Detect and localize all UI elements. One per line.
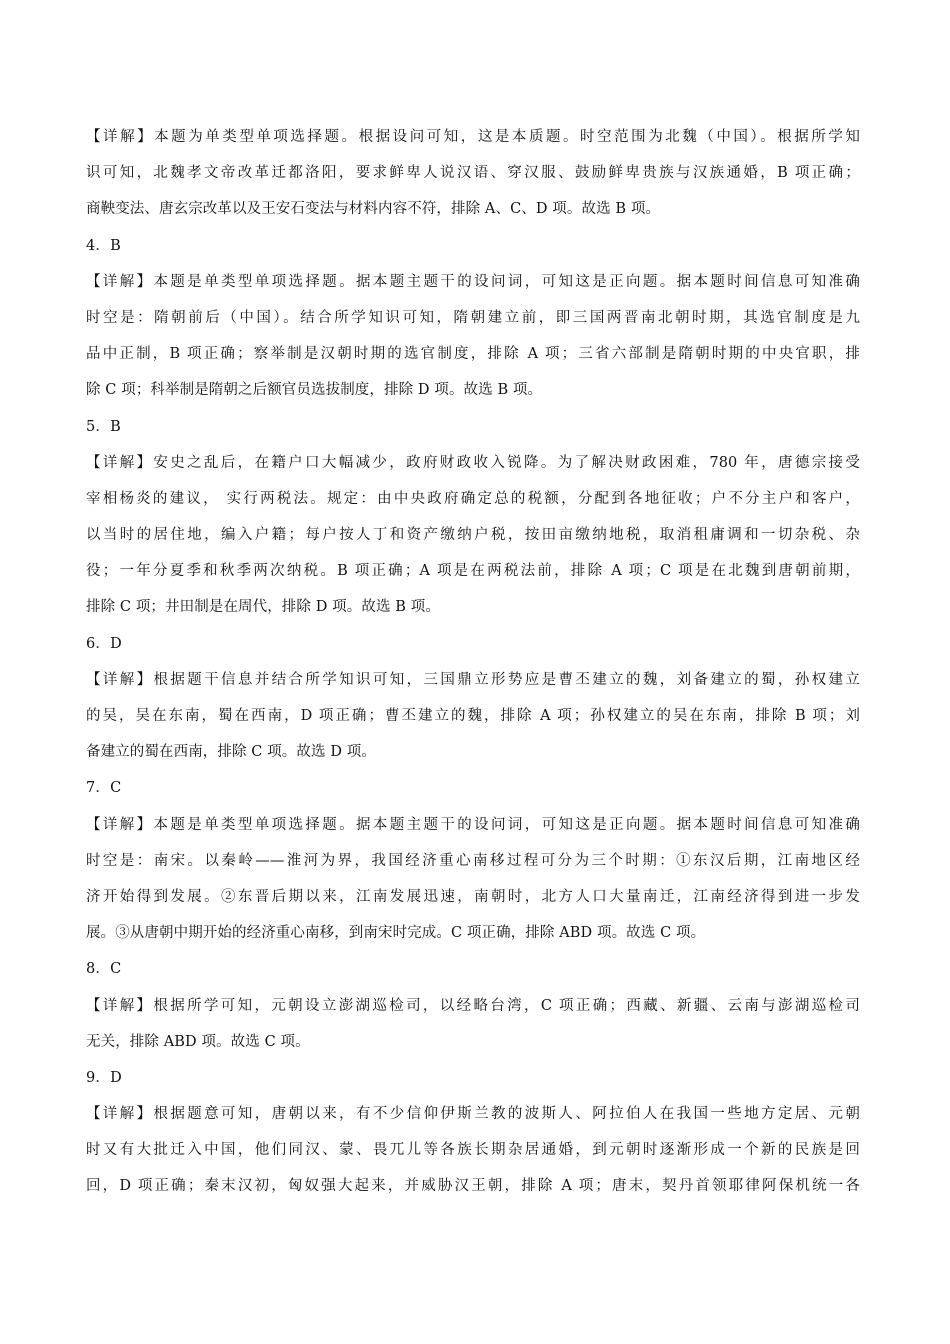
paragraph-line: 排除 C 项；井田制是在周代，排除 D 项。故选 B 项。: [86, 599, 440, 616]
paragraph-line: 【详解】本题是单类型单项选择题。据本题主题干的设问词，可知这是正向题。据本题时间信息可知准确: [86, 816, 860, 833]
answer-label: 9．D: [86, 1069, 122, 1086]
document-body: [86, 119, 860, 1205]
paragraph-line: 以当时的居住地，编入户籍；每户按人丁和资产缴纳户税，按田亩缴纳地税，取消租庸调和一切杂税、杂: [86, 527, 860, 544]
paragraph-line: 备建立的蜀在西南，排除 C 项。故选 D 项。: [86, 744, 376, 761]
paragraph-line: 【详解】本题为单类型单项选择题。根据设问可知，这是本质题。时空范围为北魏（中国）。根据所学知: [86, 129, 860, 145]
paragraph-line: 商鞅变法、唐玄宗改革以及王安石变法与材料内容不符，排除 A、C、D 项。故选 B 项。: [86, 201, 661, 218]
paragraph-line: 时空是：南宋。以秦岭——淮河为界，我国经济重心南移过程可分为三个时期：①东汉后期，江南地区经: [86, 852, 860, 869]
answer-label: 8．C: [86, 961, 122, 978]
paragraph-line: 【详解】本题是单类型单项选择题。据本题主题干的设问词，可知这是正向题。据本题时间信息可知准确: [86, 273, 860, 290]
paragraph-line: 【详解】根据题干信息并结合所学知识可知，三国鼎立形势应是曹丕建立的魏，刘备建立的蜀，孙权建立: [86, 671, 860, 688]
paragraph-line: 回，D 项正确；秦末汉初，匈奴强大起来，并威胁汉王朝，排除 A 项；唐末，契丹首领耶律阿保机统一各: [86, 1178, 860, 1195]
paragraph-line: 济开始得到发展。②东晋后期以来，江南发展迅速，南朝时，北方人口大量南迁，江南经济得到进一步发: [86, 888, 860, 905]
paragraph-line: 【详解】根据题意可知，唐朝以来，有不少信仰伊斯兰教的波斯人、阿拉伯人在我国一些地方定居、元朝: [86, 1106, 860, 1123]
paragraph-line: 时空是：隋朝前后（中国）。结合所学知识可知，隋朝建立前，即三国两晋南北朝时期，其选官制度是九: [86, 309, 860, 326]
paragraph-line: 【详解】安史之乱后，在籍户口大幅减少，政府财政收入锐降。为了解决财政困难，780 年，唐德宗接受: [86, 454, 860, 471]
answer-label: 7．C: [86, 780, 122, 797]
paragraph-line: 役；一年分夏季和秋季两次纳税。B 项正确；A 项是在两税法前，排除 A 项；C 项是在北魏到唐朝前期，: [86, 563, 860, 580]
paragraph-line: 识可知，北魏孝文帝改革迁都洛阳，要求鲜卑人说汉语、穿汉服、鼓励鲜卑贵族与汉族通婚，B 项正确；: [86, 165, 860, 182]
paragraph-line: 品中正制，B 项正确；察举制是汉朝时期的选官制度，排除 A 项；三省六部制是隋朝时期的中央官职，排: [86, 346, 860, 363]
paragraph-line: 除 C 项；科举制是隋朝之后额官员选拔制度，排除 D 项。故选 B 项。: [86, 382, 543, 399]
paragraph-line: 时又有大批迁入中国，他们同汉、蒙、畏兀儿等各族长期杂居通婚，到元朝时逐渐形成一个新的民族是回: [86, 1142, 860, 1159]
paragraph-line: 无关，排除 ABD 项。故选 C 项。: [86, 1033, 310, 1050]
answer-label: 5．B: [86, 418, 121, 435]
answer-label: 6．D: [86, 635, 122, 652]
paragraph-line: 【详解】根据所学可知，元朝设立澎湖巡检司，以经略台湾，C 项正确；西藏、新疆、云南与澎湖巡检司: [86, 997, 860, 1014]
paragraph-line: 的吴，吴在东南，蜀在西南，D 项正确；曹丕建立的魏，排除 A 项；孙权建立的吴在东南，排除 B 项；刘: [86, 708, 860, 724]
paragraph-line: 宰相杨炎的建议， 实行两税法。规定：由中央政府确定总的税额，分配到各地征收；户不分主户和客户，: [86, 490, 860, 507]
answer-label: 4．B: [86, 237, 121, 254]
paragraph-line: 展。③从唐朝中期开始的经济重心南移，到南宋时完成。C 项正确，排除 ABD 项。故选 C 项。: [86, 925, 706, 942]
